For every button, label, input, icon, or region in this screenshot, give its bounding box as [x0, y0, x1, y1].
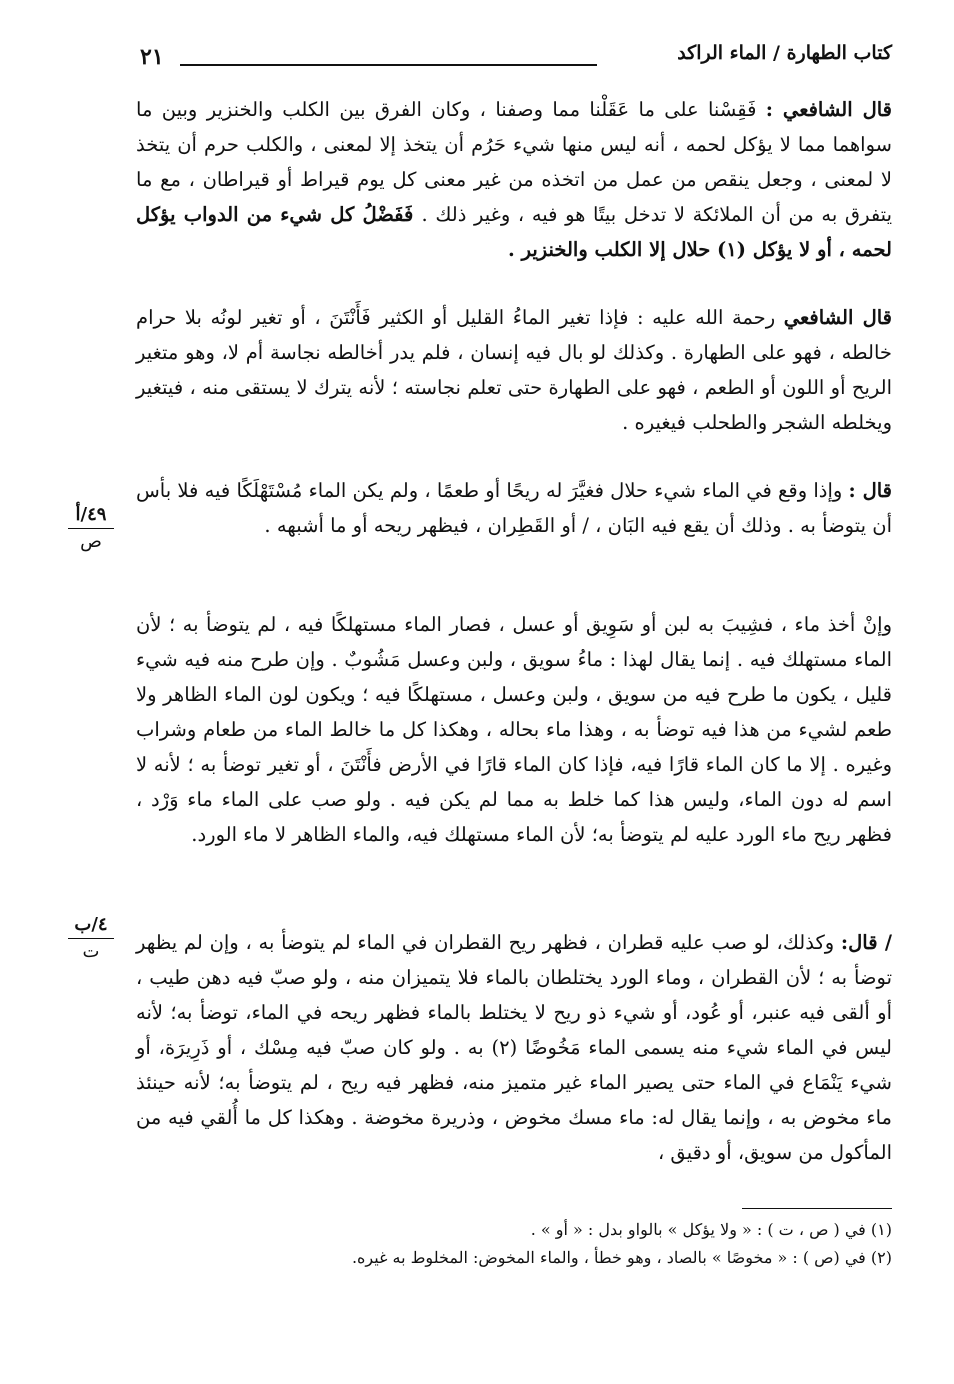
paragraph-lead: قال :	[848, 479, 892, 502]
footnote: (٢) في (ص ) : « مخوصًا » بالصاد ، وهو خطأ ، والماء المخوض: المخلوط به غيره.	[351, 1248, 892, 1267]
paragraph-lead: / قال:	[840, 931, 892, 954]
running-title: كتاب الطهارة / الماء الراكد	[677, 42, 892, 64]
paragraph-3	[136, 473, 892, 543]
paragraph-text: فَقِسْنا على ما عَقَلْنا مما وصفنا ، وكان الفرق بين الكلب والخنزير وبين ما سواهما مما لا يؤكل لحمه ، أنه ليس منها شيء حَرُم أن يتخذ إلا لمعنى ، والكلب حرم أن يتخذ لا لمعنى ، وجعل ينقص من عمل من اتخذه من غير معنى كل يوم قيراط أو قيراطان ، مع ما يتفرق به من أن الملائكة لا تدخل بيتًا هو فيه ، وغير ذلك .	[136, 98, 892, 226]
paragraph-text: وإذا وقع في الماء شيء حلال فغيَّرَ له ريحًا أو طعمًا ، ولم يكن الماء مُسْتَهْلَكًا فيه فلا بأس أن يتوضأ به . وذلك أن يقع فيه البَان ، / أو القَطِران ، فيظهر ريحه أو ما أشبهه .	[136, 479, 892, 537]
page-number: ٢١	[140, 44, 164, 70]
footnotes	[300, 1216, 892, 1272]
paragraph-lead: قال الشافعي :	[765, 98, 893, 121]
page-header	[140, 42, 892, 78]
manuscript-folio: ٤/ب	[68, 915, 114, 939]
paragraph-text: وكذلك، لو صب عليه قطران ، فظهر ريح القطران في الماء لم يتوضأ به ، وإن لم يظهر توضأ به ؛ لأن القطران ، وماء الورد يختلطان بالماء فلا يتميزان منه ، ولو صبّ فيه دهن طيب ، أو ألقى فيه عنبر، أو عُود، أو شيء ذو ريح لا يختلط بالماء فظهر ريحه في الماء، توضأ به؛ لأنه ليس في الماء شيء منه يسمى الماء مَخُوضًا (٢) به . ولو كان صبّ فيه مِسْك ، أو ذَرِيرَة، أو شيء يَنْمَاع في الماء حتى يصير الماء غير متميز منه، فظهر فيه ريح ، لم يتوضأ به؛ لأنه حينئذ ماء مخوض به ، وإنما يقال له: ماء مسك مخوض ، وذريرة مخوضة . وهكذا كل ما أُلقي فيه من المأكول من سويق، أو دقيق ،	[136, 931, 892, 1164]
manuscript-siglum: ص	[80, 531, 102, 552]
manuscript-folio: ٤٩/أ	[68, 505, 114, 529]
paragraph-4	[136, 607, 892, 852]
paragraph-1	[136, 92, 892, 267]
paragraph-lead: قال الشافعي	[783, 306, 892, 329]
paragraph-bold-tail: فَفَضْلُ كل شيء من الدواب يؤكل لحمه ، أو لا يؤكل (١) حلال إلا الكلب والخنزير .	[136, 203, 892, 261]
manuscript-marker	[68, 505, 114, 552]
manuscript-marker	[68, 915, 114, 962]
paragraph-2	[136, 300, 892, 440]
paragraph-text: رحمة الله عليه : فإذا تغير الماءُ القليل أو الكثير فَأَنْتَنَ ، أو تغير لونُه بلا حرام خالطه ، فهو على الطهارة . وكذلك لو بال فيه إنسان ، فلم يدر أخالطه نجاسة أم لا، وهو متغير الريح أو اللون أو الطعم ، فهو على الطهارة حتى تعلم نجاسته ؛ لأنه يترك لا يستقى منه ، فيتغير ويخلطه الشجر والطحلب فيغيره .	[136, 306, 892, 434]
paragraph-5	[136, 925, 892, 1170]
paragraph-text: وإنْ أخذ ماء ، فشِيبَ به لبن أو سَوِيق أو عسل ، فصار الماء مستهلكًا فيه ، لم يتوضأ به ؛ لأن الماء مستهلك فيه . إنما يقال لهذا : ماءُ سويق ، ولبن وعسل مَشُوبٌ . وإن طرح منه فيه شيء قليل ، يكون ما طرح فيه من سويق ، ولبن وعسل ، مستهلكًا فيه ؛ ويكون لون الماء الظاهر ولا طعم لشيء من هذا فيه توضأ به ، وهذا ماء بحاله ، وهكذا كل ما خالط الماء من طعام وشراب وغيره . إلا ما كان الماء قارًا فيه، فإذا كان الماء قارًا في الأرض فأَنْتَنَ ، أو تغير توضأ به ؛ لأنه لا اسم له دون الماء، وليس هذا كما خلط به مما لم يكن فيه . ولو صب على الماء ماء وَرْد ، فظهر ريح ماء الورد عليه لم يتوضأ به؛ لأن الماء مستهلك فيه، والماء الظاهر لا ماء الورد.	[136, 613, 892, 846]
manuscript-siglum: ت	[82, 941, 100, 962]
header-rule	[180, 64, 597, 66]
footnote: (١) في ( ص ، ت ) : « ولا يؤكل » بالواو بدل : « أو » .	[530, 1220, 892, 1239]
footnote-rule	[742, 1208, 892, 1209]
